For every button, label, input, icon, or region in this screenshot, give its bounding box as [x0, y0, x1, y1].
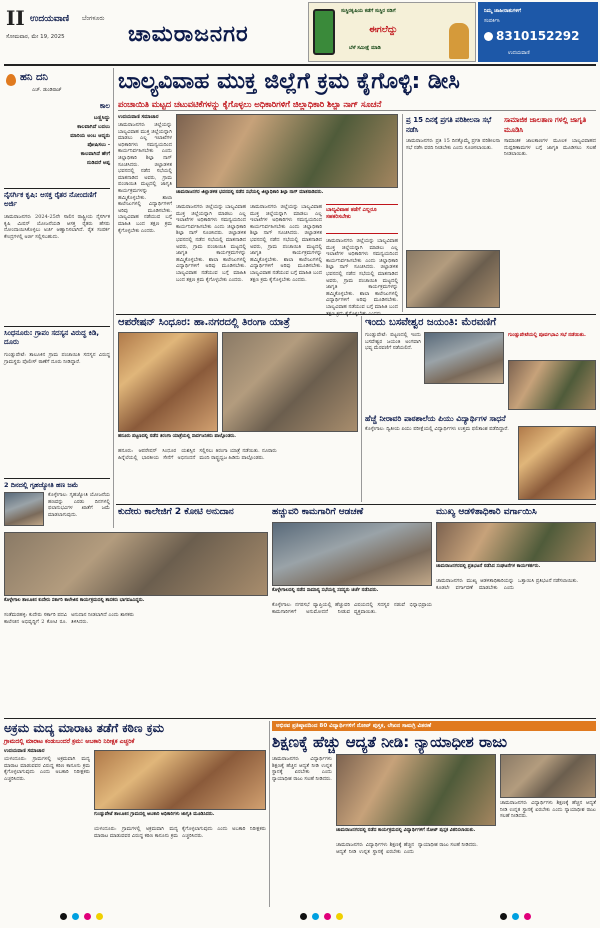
bottom-right-caption: ಚಾಮರಾಜನಗರದಲ್ಲಿ ನಡೆದ ಕಾರ್ಯಕ್ರಮದಲ್ಲಿ ವಿದ್ಯಾರ್ಥಿಗಳಿಗೆ ನೋಟ್ ಪುಸ್ತಕ ವಿತರಿಸಲಾಯಿತು. — [336, 828, 476, 833]
poem-line: ಬಣ್ಣಿಸಿದ್ದು — [93, 115, 110, 121]
bottom-left-text-2: ಯಳಂದೂರು: ಗ್ರಾಮಗಳಲ್ಲಿ ಅಕ್ರಮವಾಗಿ ಮದ್ಯ ಮಾರಾಟ ಮಾಡುವವರ ವಿರುದ್ಧ ಕಠಿಣ ಕಾನೂನು ಕ್ರಮ ಕೈಗೊಳ್ಳಲಾಗುವುದು ಎಂದು ಅಬಕಾರಿ ನಿರೀಕ್ಷಕರು ಎಚ್ಚರಿಸಿದರು. — [94, 826, 266, 839]
lower-h3-caption: ಚಾಮರಾಜನಗರದಲ್ಲಿ ಪ್ರತಿಭಟನೆ ನಡೆಸಿದ ಸಂಘಟನೆಗಳ ಕಾರ್ಯಕರ್ತರು. — [436, 564, 541, 569]
middle-story2-photo-2 — [508, 360, 596, 410]
bottom-kicker — [272, 721, 596, 731]
poem-line: ಪೋಷಿಸಲು - — [87, 142, 110, 148]
lead-headline: ಬಾಲ್ಯವಿವಾಹ ಮುಕ್ತ ಜಿಲ್ಲೆಗೆ ಕ್ರಮ ಕೈಗೊಳ್ಳಿ: ಡೀಸಿ — [118, 69, 460, 94]
registration-dot — [60, 913, 67, 920]
poem-title: ಕಾಲ — [99, 102, 110, 110]
bottom-kicker-text: ಅಭಿನವ ಪ್ರತಿಷ್ಠಾನದಿಂದ 80 ವಿದ್ಯಾರ್ಥಿಗಳಿಗೆ ನೋಟ್ ಪುಸ್ತಕ, ಲೇಖನ ಸಾಮಗ್ರಿ ವಿತರಣೆ — [276, 723, 432, 729]
right-story2-headline: ಸಾಮಾಜಿಕ ಜಾಲತಾಣ ಗಳಲ್ಲಿ ಜಾಗೃತಿ ಮೂಡಿಸಿ — [504, 116, 587, 134]
middle-story1-text: ಹನೂರು: ಆಪರೇಷನ್ ಸಿಂಧೂರ ಯಶಸ್ಸಿನ ಹಿನ್ನೆಲೆಯಲ್ಲಿ ಭಾರತೀಯ ಸೇನೆಗೆ ಅಭಿನಂದನೆ ಸಲ್ಲಿಸಲು ತಿರಂಗಾ ಯಾತ್ರೆ ನಡೆಯಿತು. ನೂರಾರು ಮಂದಿ ರಾಷ್ಟ್ರಧ್ವಜ ಹಿಡಿದು ಪಾಲ್ಗೊಂಡರು. — [118, 448, 277, 461]
right-photo — [406, 250, 500, 308]
ad2-sub: ಉದಯವಾಣಿ — [508, 50, 530, 56]
farmer-figure-icon — [449, 23, 469, 59]
drop-icon — [6, 74, 16, 86]
bottom-left-byline: ಉದಯವಾಣಿ ಸಮಾಚಾರ — [4, 748, 45, 754]
section-rule — [116, 504, 596, 505]
lead-subhead: ಪಂಚಾಯಿತಿ ಮಟ್ಟದ ಚಟುವಟಿಕೆಗಳನ್ನು ಕೈಗೊಳ್ಳಲು ಅಧಿಕಾರಿಗಳಿಗೆ ಜಿಲ್ಲಾಧಿಕಾರಿ ಶಿಲ್ಪಾ ನಾಗ್ ಸೂಚನೆ — [118, 99, 382, 109]
registration-dot — [96, 913, 103, 920]
lead-pullquote — [326, 204, 398, 234]
lead-photo — [176, 114, 398, 188]
ad-crop-survey — [308, 2, 476, 62]
sidebar-divider — [4, 188, 110, 189]
phone-illustration — [313, 9, 335, 55]
page-title: ಚಾಮರಾಜನಗರ — [128, 22, 249, 47]
right-story1-headline: ಪ್ರ 15 ದಿನಕ್ಕೆ ಪ್ರಗತಿ ಪರಿಶೀಲನಾ ಸಭೆ ನಡೆಸಿ — [406, 116, 492, 134]
sidebar-story1-text: ಚಾಮರಾಜನಗರ: 2024-25ನೇ ಸಾಲಿನ ರಾಷ್ಟ್ರೀಯ ನೈಸರ್ಗಿಕ ಕೃಷಿ ಮಿಷನ್ ಯೋಜನೆಯಡಿ ಆಸಕ್ತ ರೈತರು ಹೆಸರು ನೋಂದಾಯಿಸಿಕೊಳ್ಳಲು ಅರ್ಜಿ ಆಹ್ವಾನಿಸಲಾಗಿದೆ. ರೈತ ಸಂಪರ್ಕ ಕೇಂದ್ರಗಳಲ್ಲಿ ಅರ್ಜಿ ಸಲ್ಲಿಸಬಹುದು. — [4, 214, 110, 240]
issue-mark: II — [6, 6, 25, 30]
registration-dot — [324, 913, 331, 920]
issue-date: ಸೋಮವಾರ, ಮೇ 19, 2025 — [6, 34, 65, 40]
lead-subhead-bar — [118, 98, 596, 111]
bottom-right-text-2: ಚಾಮರಾಜನಗರ: ವಿದ್ಯಾರ್ಥಿಗಳು ಶಿಕ್ಷಣಕ್ಕೆ ಹೆಚ್ಚಿನ ಆದ್ಯತೆ ನೀಡಿ ಉನ್ನತ ಸ್ಥಾನಕ್ಕೆ ಏರಬೇಕು ಎಂದು ನ್ಯಾಯಾಧೀಶ ರಾಜು ಸಲಹೆ ನೀಡಿದರು. — [336, 842, 478, 855]
sidebar-story2-headline: ಸಿಂಧನೂರು: ಗ್ರಾಪಂ ಸದಸ್ಯನ ವಿರುದ್ಧ ಕಿಡಿ, ದೂರು — [4, 329, 100, 346]
lead-text-col4: ಚಾಮರಾಜನಗರ: ಜಿಲ್ಲೆಯನ್ನು ಬಾಲ್ಯವಿವಾಹ ಮುಕ್ತ ಜಿಲ್ಲೆಯನ್ನಾಗಿ ಮಾಡಲು ಎಲ್ಲ ಇಲಾಖೆಗಳ ಅಧಿಕಾರಿಗಳು ಸಮನ್ವಯದಿಂದ ಕಾರ್ಯನಿರ್ವಹಿಸಬೇಕು ಎಂದು ಜಿಲ್ಲಾಧಿಕಾರಿ ಶಿಲ್ಪಾ ನಾಗ್ ಸೂಚಿಸಿದರು. ಜಿಲ್ಲಾಡಳಿತ ಭವನದಲ್ಲಿ ನಡೆದ ಸಭೆಯಲ್ಲಿ ಮಾತನಾಡಿದ ಅವರು, ಗ್ರಾಮ ಪಂಚಾಯಿತಿ ಮಟ್ಟದಲ್ಲಿ ಜಾಗೃತಿ ಕಾರ್ಯಕ್ರಮಗಳನ್ನು ಹಮ್ಮಿಕೊಳ್ಳಬೇಕು. ಶಾಲಾ ಕಾಲೇಜುಗಳಲ್ಲಿ ವಿದ್ಯಾರ್ಥಿಗಳಿಗೆ ಅರಿವು ಮೂಡಿಸಬೇಕು. ಬಾಲ್ಯವಿವಾಹ ನಡೆಯುವ ಬಗ್ಗೆ ಮಾಹಿತಿ ಬಂದ — [326, 238, 398, 310]
lead-text-col1: ಚಾಮರಾಜನಗರ: ಜಿಲ್ಲೆಯನ್ನು ಬಾಲ್ಯವಿವಾಹ ಮುಕ್ತ ಜಿಲ್ಲೆಯನ್ನಾಗಿ ಮಾಡಲು ಎಲ್ಲ ಇಲಾಖೆಗಳ ಅಧಿಕಾರಿಗಳು ಸಮನ್ವಯದಿಂದ ಕಾರ್ಯನಿರ್ವಹಿಸಬೇಕು ಎಂದು ಜಿಲ್ಲಾಧಿಕಾರಿ ಶಿಲ್ಪಾ ನಾಗ್ ಸೂಚಿಸಿದರು. ಜಿಲ್ಲಾಡಳಿತ ಭವನದಲ್ಲಿ ನಡೆದ ಸಭೆಯಲ್ಲಿ ಮಾತನಾಡಿದ ಅವರು, ಗ್ರಾಮ ಪಂಚಾಯಿತಿ ಮಟ್ಟದಲ್ಲಿ ಜಾಗೃತಿ ಕಾರ್ಯಕ್ರಮಗಳನ್ನು ಹಮ್ಮಿಕೊಳ್ಳಬೇಕು. ಶಾಲಾ ಕಾಲೇಜುಗಳಲ್ಲಿ ವಿದ್ಯಾರ್ಥಿಗಳಿಗೆ ಅರಿವು ಮೂಡಿಸಬೇಕು. ಬಾಲ್ಯವಿವಾಹ ನಡೆಯುವ ಬಗ್ಗೆ ಮಾಹಿತಿ ಬಂದ ತಕ್ಷಣ ಕ್ರಮ ಕೈಗೊಳ್ಳಬೇಕು ಎಂದರು. — [118, 122, 172, 234]
registration-dot — [524, 913, 531, 920]
column-divider — [269, 721, 270, 907]
paper-name: ಉದಯವಾಣಿ — [30, 14, 70, 24]
lead-text-col2: ಚಾಮರಾಜನಗರ: ಜಿಲ್ಲೆಯನ್ನು ಬಾಲ್ಯವಿವಾಹ ಮುಕ್ತ ಜಿಲ್ಲೆಯನ್ನಾಗಿ ಮಾಡಲು ಎಲ್ಲ ಇಲಾಖೆಗಳ ಅಧಿಕಾರಿಗಳು ಸಮನ್ವಯದಿಂದ ಕಾರ್ಯನಿರ್ವಹಿಸಬೇಕು ಎಂದು ಜಿಲ್ಲಾಧಿಕಾರಿ ಶಿಲ್ಪಾ ನಾಗ್ ಸೂಚಿಸಿದರು. ಜಿಲ್ಲಾಡಳಿತ ಭವನದಲ್ಲಿ ನಡೆದ ಸಭೆಯಲ್ಲಿ ಮಾತನಾಡಿದ ಅವರು, ಗ್ರಾಮ ಪಂಚಾಯಿತಿ ಮಟ್ಟದಲ್ಲಿ ಜಾಗೃತಿ ಕಾರ್ಯಕ್ರಮಗಳನ್ನು ಹಮ್ಮಿಕೊಳ್ಳಬೇಕು. ಶಾಲಾ ಕಾಲೇಜುಗಳಲ್ಲಿ ವಿದ್ಯಾರ್ಥಿಗಳಿಗೆ ಅರಿವು ಮೂಡಿಸಬೇಕು. ಬಾಲ್ಯವಿವಾಹ ನಡೆಯುವ ಬಗ್ಗೆ ಮಾಹಿತಿ ಬಂದ ತಕ್ಷಣ ಕ್ರಮ ಕೈಗೊಳ್ಳಬೇಕು ಎಂದರು. — [176, 204, 246, 283]
bottom-right-photo — [336, 754, 496, 826]
ad2-line-1: ನಿಮ್ಮ ಜಾಹೀರಾತುಗಳಿಗೆ — [484, 8, 521, 14]
sidebar — [4, 68, 110, 528]
ad-line-3: ಬೆಳೆ ಸಮೀಕ್ಷೆ ಮಾಡಿ — [349, 45, 381, 51]
bottom-right-photo-2 — [500, 754, 596, 798]
sidebar-divider — [4, 478, 110, 479]
middle-story2-sidebar: ಗುಂಡ್ಲುಪೇಟೆಯಲ್ಲಿ ಪೂರ್ವಭಾವಿ ಸಭೆ ನಡೆಯಿತು. — [508, 332, 586, 338]
ad-line-1: ಸುಸ್ಥಿರಕೃಷಿಯ ಕಡೆಗೆ ಸುಸ್ಥಿರ ನಡಿಗೆ — [341, 8, 396, 14]
middle-story2-photo — [424, 332, 504, 384]
ad-brand: ಈಗಲೆದ್ದು — [369, 25, 398, 35]
registration-dot — [336, 913, 343, 920]
lower-h3-headline: ಮುಖ್ಯ ಆಡಳಿತಾಧಿಕಾರಿ ವರ್ಗಾಯಿಸಿ — [436, 507, 537, 517]
column-divider — [361, 316, 362, 502]
middle-story1-headline: ಆಪರೇಷನ್ ಸಿಂಧೂರ: ಹಾ.ನಗರದಲ್ಲಿ ತಿರಂಗಾ ಯಾತ್ರೆ — [118, 317, 290, 328]
pullquote-text: ಬಾಲ್ಯವಿವಾಹ ತಡೆಗೆ ಎಲ್ಲರೂ ಸಹಕರಿಸಬೇಕು — [326, 207, 377, 220]
middle-story3-text: ಕೊಳ್ಳೇಗಾಲ: ದ್ವಿತೀಯ ಪಿಯು ಪರೀಕ್ಷೆಯಲ್ಲಿ ವಿದ್ಯಾರ್ಥಿಗಳು ಉತ್ತಮ ಫಲಿತಾಂಶ ಪಡೆದಿದ್ದಾರೆ. — [365, 426, 509, 432]
bottom-right-headline: ಶಿಕ್ಷಣಕ್ಕೆ ಹೆಚ್ಚು ಆದ್ಯತೆ ನೀಡಿ: ನ್ಯಾಯಾಧೀಶ ರಾಜು — [272, 733, 508, 751]
sidebar-story2-text: ಗುಂಡ್ಲುಪೇಟೆ: ತಾಲೂಕಿನ ಗ್ರಾಮ ಪಂಚಾಯಿತಿ ಸದಸ್ಯನ ವಿರುದ್ಧ ಗ್ರಾಮಸ್ಥರು ಪೊಲೀಸ್ ಠಾಣೆಗೆ ದೂರು ನೀಡಿದ್ದಾರೆ. — [4, 352, 110, 365]
ad2-phone: 8310152292 — [496, 29, 580, 43]
bottom-left-text: ಯಳಂದೂರು: ಗ್ರಾಮಗಳಲ್ಲಿ ಅಕ್ರಮವಾಗಿ ಮದ್ಯ ಮಾರಾಟ ಮಾಡುವವರ ವಿರುದ್ಧ ಕಠಿಣ ಕಾನೂನು ಕ್ರಮ ಕೈಗೊಳ್ಳಲಾಗುವುದು ಎಂದು ಅಬಕಾರಿ ನಿರೀಕ್ಷಕರು ಎಚ್ಚರಿಸಿದರು. — [4, 756, 90, 782]
column-divider — [113, 68, 114, 528]
lower-h3-photo — [436, 522, 596, 562]
registration-dot — [512, 913, 519, 920]
middle-story2-headline: ಇಂದು ಬಸವೇಶ್ವರ ಜಯಂತಿ: ಮೆರವಣಿಗೆ — [365, 317, 497, 328]
registration-dot — [84, 913, 91, 920]
sidebar-divider — [4, 326, 110, 327]
poem-line: ಕಾಲವಾಗಿದೆ ಹೇಗೆ — [80, 151, 110, 157]
sidebar-story3-photo — [4, 492, 44, 526]
lower-h2-photo — [272, 522, 432, 586]
registration-dot — [300, 913, 307, 920]
masthead — [0, 0, 600, 66]
middle-story1-photo — [118, 332, 218, 432]
bottom-right-text: ಚಾಮರಾಜನಗರ: ವಿದ್ಯಾರ್ಥಿಗಳು ಶಿಕ್ಷಣಕ್ಕೆ ಹೆಚ್ಚಿನ ಆದ್ಯತೆ ನೀಡಿ ಉನ್ನತ ಸ್ಥಾನಕ್ಕೆ ಏರಬೇಕು ಎಂದು ನ್ಯಾಯಾಧೀಶ ರಾಜು ಸಲಹೆ ನೀಡಿದರು. — [272, 756, 332, 782]
ad2-line-2: ಸಂಪರ್ಕಿಸಿ — [484, 18, 500, 24]
middle-story3-photo — [518, 426, 596, 500]
lower-h1-photo — [4, 532, 268, 596]
right-story2-text: ಸಾಮಾಜಿಕ ಜಾಲತಾಣಗಳ ಮೂಲಕ ಬಾಲ್ಯವಿವಾಹದ ದುಷ್ಪರಿಣಾಮಗಳ ಬಗ್ಗೆ ಜಾಗೃತಿ ಮೂಡಿಸಲು ಸಲಹೆ ನೀಡಲಾಯಿತು. — [504, 138, 596, 158]
lower-h1-headline: ಕುದೇರು ಕಾಲೇಜಿಗೆ 2 ಕೋಟಿ ಅನುದಾನ — [118, 507, 234, 517]
lower-h3-text: ಚಾಮರಾಜನಗರ: ಮುಖ್ಯ ಆಡಳಿತಾಧಿಕಾರಿಯನ್ನು ಕೂಡಲೇ ವರ್ಗಾವಣೆ ಮಾಡಬೇಕು ಎಂದು ಒತ್ತಾಯಿಸಿ ಪ್ರತಿಭಟನೆ ನಡೆಸಲಾಯಿತು. — [436, 578, 579, 591]
lower-h2-headline: ಹಚ್ಚುವರಿ ಕಾಮಗಾರಿಗೆ ಆಡಚಣೆ — [272, 507, 364, 517]
bottom-left-subhead: ಗ್ರಾಮದಲ್ಲಿ ಮಾರಾಟ ಕಂಡುಬಂದರೆ ಕ್ರಮ: ಅಬಕಾರಿ ನಿರೀಕ್ಷಕ ಎಚ್ಚರಿಕೆ — [4, 738, 135, 745]
sidebar-story3-headline: 2 ದಿನದಲ್ಲಿ ಗೃಹಜ್ಯೋತಿ ಹಣ ಜಮೆ — [4, 481, 79, 489]
poem-line: ಕಾಲವಾಗಿದೆ ಬದಲು — [77, 124, 110, 130]
column-divider — [402, 114, 403, 312]
sidebar-story3-text: ಕೊಳ್ಳೇಗಾಲ: ಗೃಹಜ್ಯೋತಿ ಯೋಜನೆಯ ಹಣವನ್ನು ಎರಡು ದಿನಗಳಲ್ಲಿ ಫಲಾನುಭವಿಗಳ ಖಾತೆಗೆ ಜಮೆ ಮಾಡಲಾಗುವುದು. — [48, 492, 110, 518]
lead-text-col3: ಚಾಮರಾಜನಗರ: ಜಿಲ್ಲೆಯನ್ನು ಬಾಲ್ಯವಿವಾಹ ಮುಕ್ತ ಜಿಲ್ಲೆಯನ್ನಾಗಿ ಮಾಡಲು ಎಲ್ಲ ಇಲಾಖೆಗಳ ಅಧಿಕಾರಿಗಳು ಸಮನ್ವಯದಿಂದ ಕಾರ್ಯನಿರ್ವಹಿಸಬೇಕು ಎಂದು ಜಿಲ್ಲಾಧಿಕಾರಿ ಶಿಲ್ಪಾ ನಾಗ್ ಸೂಚಿಸಿದರು. ಜಿಲ್ಲಾಡಳಿತ ಭವನದಲ್ಲಿ ನಡೆದ ಸಭೆಯಲ್ಲಿ ಮಾತನಾಡಿದ ಅವರು, ಗ್ರಾಮ ಪಂಚಾಯಿತಿ ಮಟ್ಟದಲ್ಲಿ ಜಾಗೃತಿ ಕಾರ್ಯಕ್ರಮಗಳನ್ನು ಹಮ್ಮಿಕೊಳ್ಳಬೇಕು. ಶಾಲಾ ಕಾಲೇಜುಗಳಲ್ಲಿ ವಿದ್ಯಾರ್ಥಿಗಳಿಗೆ ಅರಿವು ಮೂಡಿಸಬೇಕು. ಬಾಲ್ಯವಿವಾಹ ನಡೆಯುವ ಬಗ್ಗೆ ಮಾಹಿತಿ ಬಂದ ತಕ್ಷಣ ಕ್ರಮ ಕೈಗೊಳ್ಳಬೇಕು ಎಂದರು. — [250, 204, 322, 283]
middle-story1-photo-2 — [222, 332, 358, 432]
sidebar-story1-headline: ನೈಸರ್ಗಿಕ ಕೃಷಿ: ಆಸಕ್ತ ರೈತರ ನೋಂದಣಿಗೆ ಅರ್ಜಿ — [4, 191, 97, 208]
bottom-left-headline: ಅಕ್ರಮ ಮದ್ಯ ಮಾರಾಟ ತಡೆಗೆ ಕಠಿಣ ಕ್ರಮ — [4, 721, 165, 735]
registration-marks — [60, 912, 540, 922]
middle-story2-text: ಗುಂಡ್ಲುಪೇಟೆ: ಪಟ್ಟಣದಲ್ಲಿ ಇಂದು ಬಸವೇಶ್ವರ ಜಯಂತಿ ಅಂಗವಾಗಿ ಭವ್ಯ ಮೆರವಣಿಗೆ ನಡೆಯಲಿದೆ. — [365, 332, 421, 352]
lower-h2-text: ಕೊಳ್ಳೇಗಾಲ: ನಗರಸಭೆ ವ್ಯಾಪ್ತಿಯಲ್ಲಿ ಹೆಚ್ಚುವರಿ ಕಾಮಗಾರಿಗಳಿಗೆ ಅನುಮೋದನೆ ನೀಡುವ ವಿಷಯದಲ್ಲಿ ಸದಸ್ಯರ ನಡುವೆ ಭಿನ್ನಾಭಿಪ್ರಾಯ ವ್ಯಕ್ತವಾಯಿತು. — [272, 602, 432, 615]
poem-line: ನುಡಿದರೆ ಅಪ್ಪ — [86, 160, 110, 166]
registration-dot — [312, 913, 319, 920]
masthead-rule — [4, 64, 596, 66]
registration-dot — [72, 913, 79, 920]
poem-line: ಮಾರಿಯ ಅಂಬ ಆದ್ಯರು — [70, 133, 110, 139]
lead-photo-caption: ಚಾಮರಾಜನಗರ ಜಿಲ್ಲಾಡಳಿತ ಭವನದಲ್ಲಿ ನಡೆದ ಸಭೆಯಲ್ಲಿ ಜಿಲ್ಲಾಧಿಕಾರಿ ಶಿಲ್ಪಾ ನಾಗ್ ಮಾತನಾಡಿದರು. — [176, 190, 324, 195]
bottom-left-caption: ಗುಂಡ್ಲುಪೇಟೆ ತಾಲೂಕಿನ ಗ್ರಾಮದಲ್ಲಿ ಅಬಕಾರಿ ಅಧಿಕಾರಿಗಳು ಜಾಗೃತಿ ಮೂಡಿಸಿದರು. — [94, 812, 215, 817]
lower-h1-caption: ಕೊಳ್ಳೇಗಾಲ ತಾಲೂಕಿನ ಕುದೇರು ಸರ್ಕಾರಿ ಕಾಲೇಜಿನ ಕಾರ್ಯಕ್ರಮದಲ್ಲಿ ಶಾಸಕರು ಭಾಗವಹಿಸಿದ್ದರು. — [4, 598, 145, 603]
lower-h2-caption: ಕೊಳ್ಳೇಗಾಲದಲ್ಲಿ ನಡೆದ ಸಾಮಾನ್ಯ ಸಭೆಯಲ್ಲಿ ಸದಸ್ಯರು ಚರ್ಚೆ ನಡೆಸಿದರು. — [272, 588, 379, 593]
middle-story1-caption: ಹನೂರು ಪಟ್ಟಣದಲ್ಲಿ ನಡೆದ ತಿರಂಗಾ ಯಾತ್ರೆಯಲ್ಲಿ ಸಾರ್ವಜನಿಕರು ಪಾಲ್ಗೊಂಡರು. — [118, 434, 237, 439]
phone-icon — [484, 32, 493, 41]
lead-byline: ಉದಯವಾಣಿ ಸಮಾಚಾರ — [118, 114, 159, 120]
lower-h1-text: ಸಂತೆಮರಹಳ್ಳಿ: ಕುದೇರು ಸರ್ಕಾರಿ ಪದವಿ ಕಾಲೇಜಿನ ಅಭಿವೃದ್ಧಿಗೆ 2 ಕೋಟಿ ರೂ. ಅನುದಾನ ನೀಡಲಾಗಿದೆ ಎಂದು ಶಾಸಕರು ತಿಳಿಸಿದರು. — [4, 612, 134, 625]
bottom-right-text-3: ಚಾಮರಾಜನಗರ: ವಿದ್ಯಾರ್ಥಿಗಳು ಶಿಕ್ಷಣಕ್ಕೆ ಹೆಚ್ಚಿನ ಆದ್ಯತೆ ನೀಡಿ ಉನ್ನತ ಸ್ಥಾನಕ್ಕೆ ಏರಬೇಕು ಎಂದು ನ್ಯಾಯಾಧೀಶ ರಾಜು ಸಲಹೆ ನೀಡಿದರು. — [500, 800, 596, 820]
poem-box — [34, 102, 110, 184]
ad-contact — [478, 2, 598, 62]
bottom-left-photo — [94, 750, 266, 810]
column-logo — [4, 70, 110, 96]
middle-story3-headline: ಹೆಚ್ಚೆ ನೀರಾವರಿ ಪಾಠಶಾಲೆಯ ಪಿಯು ವಿದ್ಯಾರ್ಥಿಗಳ ಸಾಧನೆ — [365, 414, 506, 423]
edition: ಬೆಂಗಳೂರು — [82, 15, 105, 22]
section-rule — [116, 314, 596, 315]
registration-dot — [500, 913, 507, 920]
right-story1-text: ಚಾಮರಾಜನಗರ: ಪ್ರತಿ 15 ದಿನಕ್ಕೊಮ್ಮೆ ಪ್ರಗತಿ ಪರಿಶೀಲನಾ ಸಭೆ ನಡೆಸಿ ವರದಿ ನೀಡಬೇಕು ಎಂದು ಸೂಚಿಸಲಾಯಿತು. — [406, 138, 500, 151]
section-rule — [4, 718, 596, 719]
column-name: ಹನಿ ದನಿ — [20, 72, 48, 83]
column-author: ಎಚ್. ಡುಂಡಿರಾಜ್ — [32, 88, 62, 93]
